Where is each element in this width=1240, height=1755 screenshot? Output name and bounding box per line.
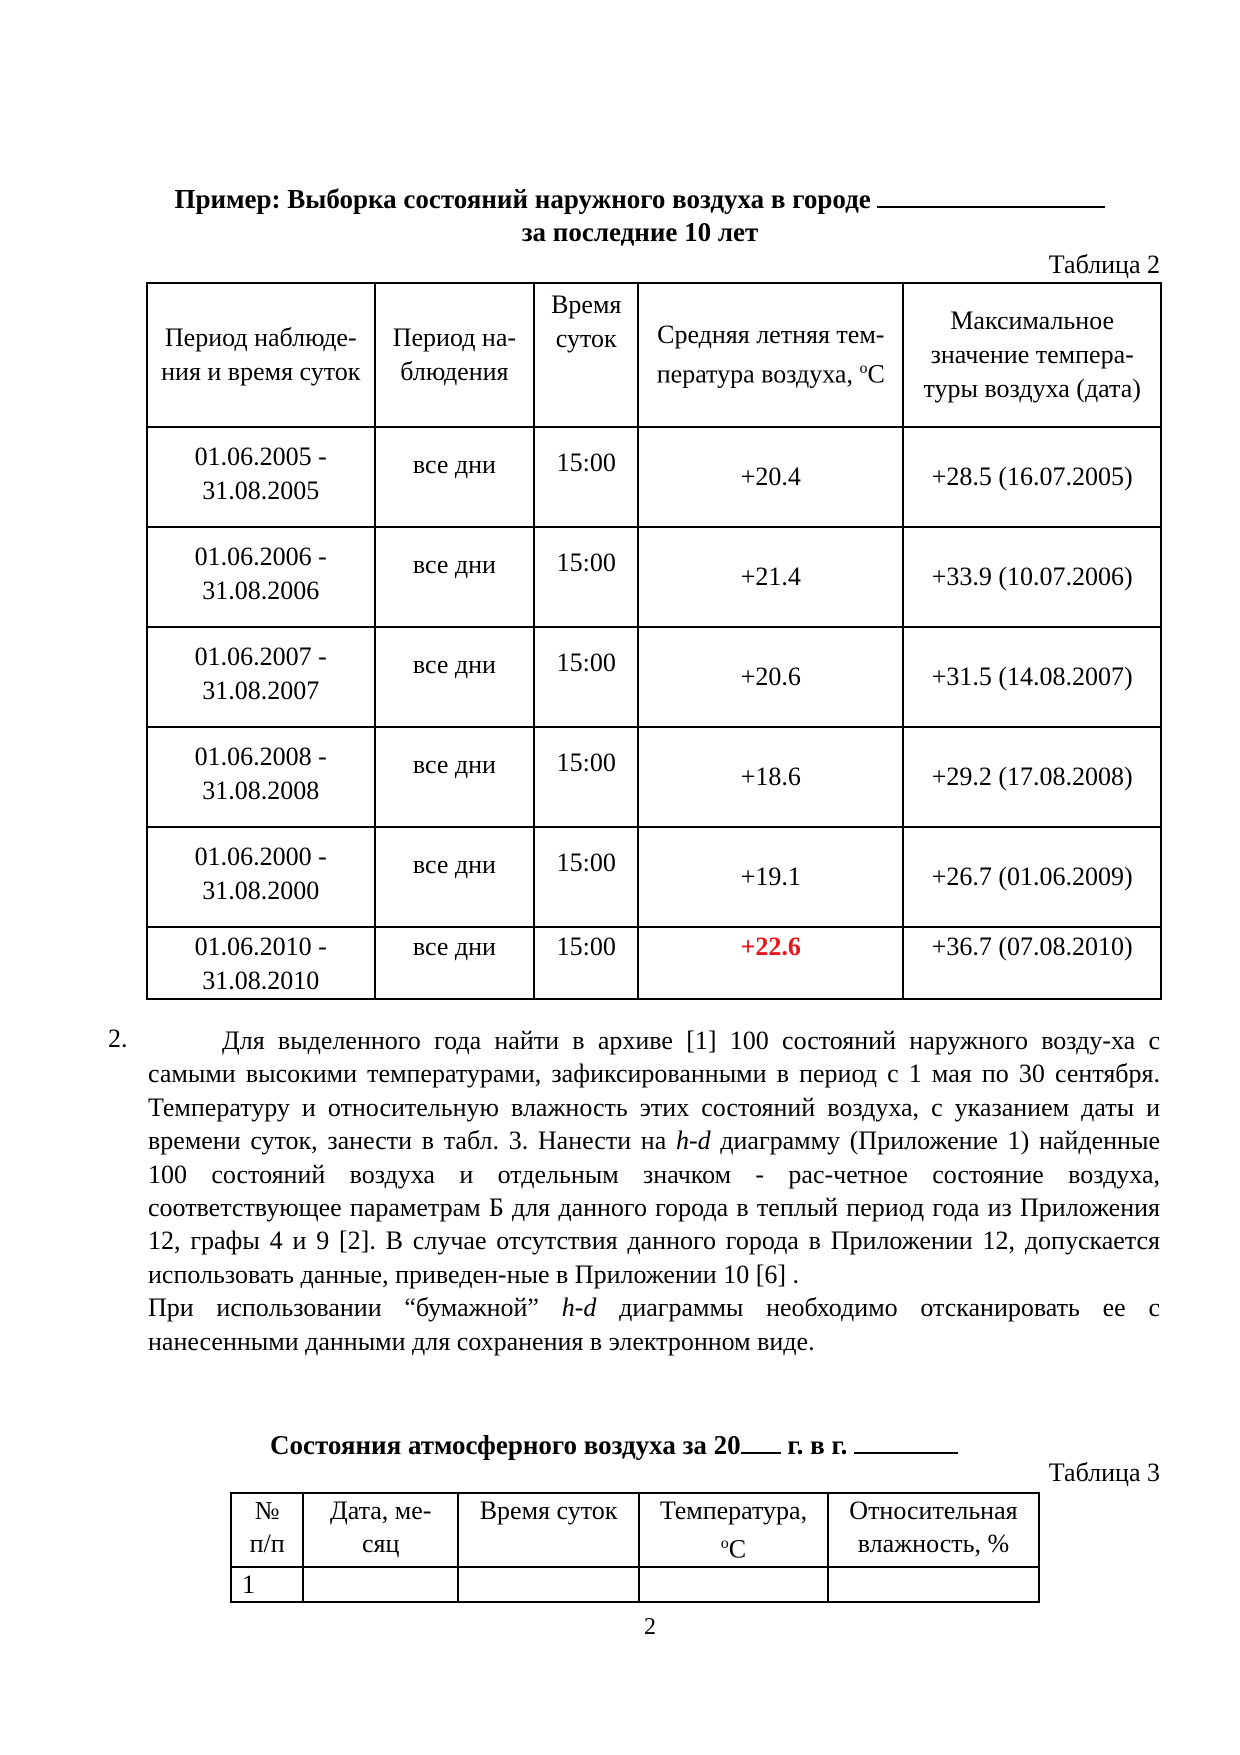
table2-header-max-temp: Максимальное значение темпера- туры воздуха (дата) (903, 283, 1161, 427)
row-period: все дни (375, 827, 535, 927)
table3-header-time: Время суток (458, 1493, 639, 1567)
table2-header-period: Период на- блюдения (375, 283, 535, 427)
task-paragraph-2: При использовании “бумажной” h-d диаграммы необходимо отсканировать ее с нанесенными данными для сохранения в электронном виде. (148, 1293, 1160, 1356)
task-description (148, 1024, 1160, 1358)
table3-header-temperature: Температура, $^о$С (639, 1493, 828, 1567)
table2-label: Таблица 2 (1048, 250, 1160, 279)
table3-title: Состояния атмосферного воздуха за 20 г. в г. (270, 1428, 958, 1461)
table2-title-line2: за последние 10 лет (521, 217, 759, 247)
row-period: все дни (375, 527, 535, 627)
row-avg-temp-highlighted: +22.6 (638, 927, 903, 999)
row-time: 15:00 (534, 627, 638, 727)
row-date-range: 01.06.2008 - 31.08.2008 (147, 727, 375, 827)
row-time: 15:00 (534, 827, 638, 927)
row-avg-temp: +20.6 (638, 627, 903, 727)
row-max-temp: +26.7 (01.06.2009) (903, 827, 1161, 927)
page-number: 2 (644, 1614, 656, 1640)
row-time: 15:00 (534, 927, 638, 999)
row-time: 15:00 (534, 527, 638, 627)
row-date-range: 01.06.2000 - 31.08.2000 (147, 827, 375, 927)
table2-header-avg-temp: Средняя летняя тем- пература воздуха, $^о$С (638, 283, 903, 427)
table2-header-time: Время суток (534, 283, 638, 427)
row-date-range: 01.06.2010 - 31.08.2010 (147, 927, 375, 999)
table3-header-humidity: Относительная влажность, % (828, 1493, 1039, 1567)
row-max-temp: +33.9 (10.07.2006) (903, 527, 1161, 627)
row-max-temp: +36.7 (07.08.2010) (903, 927, 1161, 999)
table3-cell-empty (458, 1567, 639, 1602)
table2-row (147, 427, 1161, 527)
table3-cell-empty (639, 1567, 828, 1602)
table3-header-row (231, 1493, 1039, 1567)
table2-row (147, 827, 1161, 927)
table2-header-observation-period: Период наблюде- ния и время суток (147, 283, 375, 427)
table3-row (231, 1567, 1039, 1602)
row-max-temp: +28.5 (16.07.2005) (903, 427, 1161, 527)
table2-title (140, 182, 1140, 249)
row-avg-temp: +19.1 (638, 827, 903, 927)
table3-cell-empty (828, 1567, 1039, 1602)
table3-cell-empty (303, 1567, 458, 1602)
row-period: все дни (375, 927, 535, 999)
row-period: все дни (375, 427, 535, 527)
table2-row (147, 727, 1161, 827)
row-avg-temp: +18.6 (638, 727, 903, 827)
table2-row (147, 927, 1161, 999)
row-period: все дни (375, 727, 535, 827)
table2-header-row (147, 283, 1161, 427)
city-blank-2 (854, 1428, 958, 1454)
row-max-temp: +31.5 (14.08.2007) (903, 627, 1161, 727)
row-date-range: 01.06.2005 - 31.08.2005 (147, 427, 375, 527)
table2 (146, 282, 1162, 1000)
row-period: все дни (375, 627, 535, 727)
row-time: 15:00 (534, 427, 638, 527)
table2-row (147, 527, 1161, 627)
city-blank (877, 182, 1105, 208)
row-date-range: 01.06.2006 - 31.08.2006 (147, 527, 375, 627)
row-time: 15:00 (534, 727, 638, 827)
row-avg-temp: +21.4 (638, 527, 903, 627)
table3-label: Таблица 3 (1048, 1458, 1160, 1487)
table3 (230, 1492, 1040, 1603)
list-item-number: 2. (108, 1024, 128, 1053)
task-paragraph-1: Для выделенного года найти в архиве [1] 100 состояний наружного возду-ха с самыми высокими температурами, зафиксированными в период с 1 мая по 30 сентября. Температуру и относительную влажность этих состояний воздуха, с указанием даты и времени суток, занести в табл. 3. Нанести на h-d диаграмму (Приложение 1) найденные 100 состояний воздуха и отдельным значком - рас-четное состояние воздуха, соответствующее параметрам Б для данного города в теплый период года из Приложения 12, графы 4 и 9 [2]. В случае отсутствия данного города в Приложении 12, допускается использовать данные, приведен-ные в Приложении 10 [6] . (148, 1026, 1160, 1289)
table2-title-line1: Пример: Выборка состояний наружного воздуха в городе (174, 184, 871, 214)
year-blank (741, 1428, 781, 1454)
row-avg-temp: +20.4 (638, 427, 903, 527)
table3-header-number: № п/п (231, 1493, 303, 1567)
table3-header-date: Дата, ме- сяц (303, 1493, 458, 1567)
table3-cell-number: 1 (231, 1567, 303, 1602)
row-max-temp: +29.2 (17.08.2008) (903, 727, 1161, 827)
row-date-range: 01.06.2007 - 31.08.2007 (147, 627, 375, 727)
table2-row (147, 627, 1161, 727)
